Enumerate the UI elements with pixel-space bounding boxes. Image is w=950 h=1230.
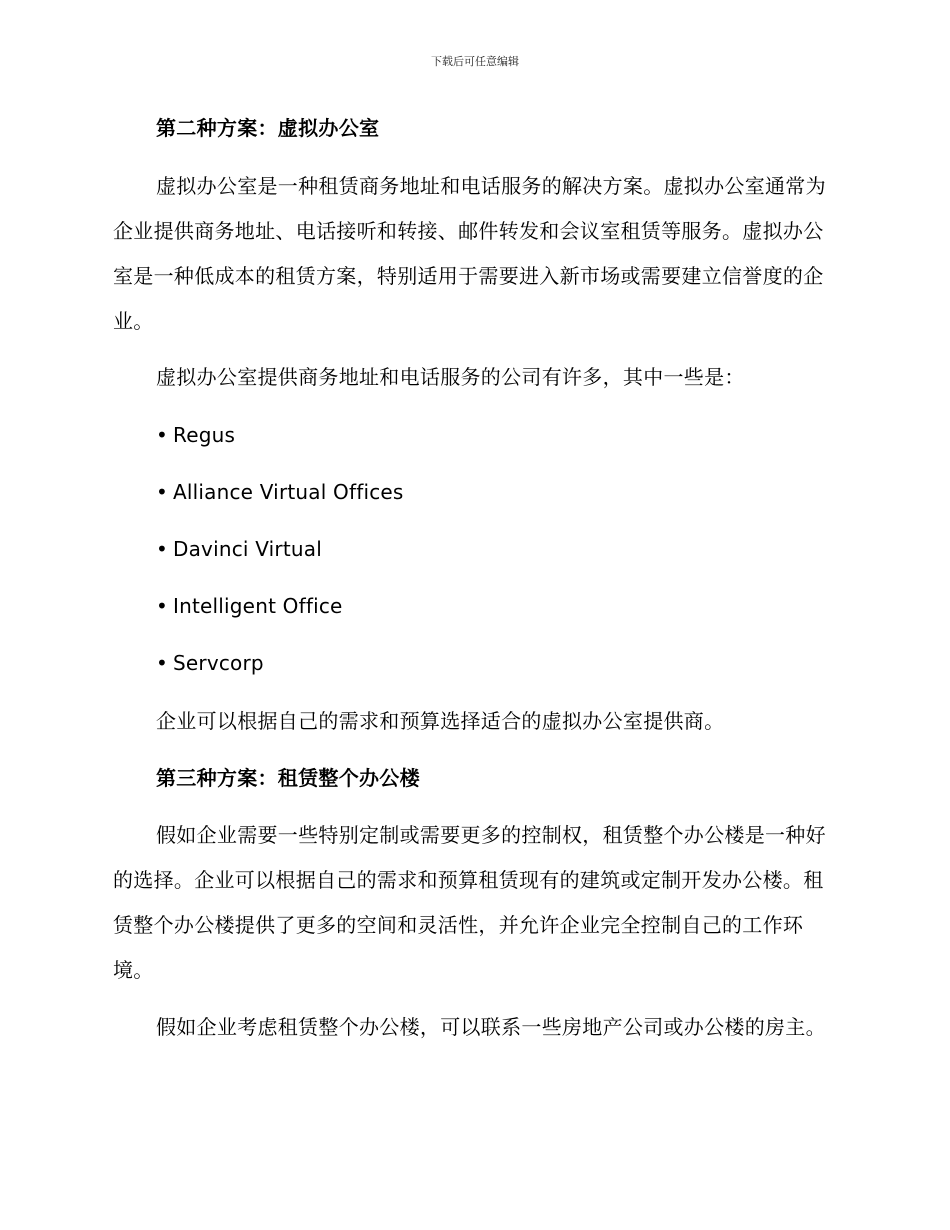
paragraph-whole-building: 假如企业需要一些特别定制或需要更多的控制权，租赁整个办公楼是一种好的选择。企业可以根据自己的需求和预算租赁现有的建筑或定制开发办公楼。租赁整个办公楼提供了更多的空间和灵活性，并允许企业完全控制自己的工作环境。 [113, 823, 826, 982]
paragraph-providers-intro: 虚拟办公室提供商务地址和电话服务的公司有许多，其中一些是： [156, 365, 745, 389]
header-note: 下载后可任意编辑 [431, 55, 519, 68]
bullet-icon: • [156, 423, 168, 447]
provider-list-item [156, 648, 264, 678]
bullet-icon: • [156, 651, 168, 675]
provider-name: Regus [173, 423, 236, 447]
provider-name: Servcorp [173, 651, 264, 675]
provider-name: Alliance Virtual Offices [173, 480, 404, 504]
paragraph-choose-provider: 企业可以根据自己的需求和预算选择适合的虚拟办公室提供商。 [156, 709, 725, 733]
paragraph-virtual-office-intro: 虚拟办公室是一种租赁商务地址和电话服务的解决方案。虚拟办公室通常为企业提供商务地址、电话接听和转接、邮件转发和会议室租赁等服务。虚拟办公室是一种低成本的租赁方案，特别适用于需要进入新市场或需要建立信誉度的企业。 [113, 174, 826, 333]
bullet-icon: • [156, 537, 168, 561]
bullet-icon: • [156, 594, 168, 618]
paragraph-contact-landlord: 假如企业考虑租赁整个办公楼，可以联系一些房地产公司或办公楼的房主。 [156, 1015, 826, 1039]
section-heading-virtual-office: 第二种方案：虚拟办公室 [156, 116, 380, 140]
provider-list-item [156, 534, 322, 564]
section-heading-whole-building: 第三种方案：租赁整个办公楼 [156, 766, 420, 790]
provider-name: Intelligent Office [173, 594, 343, 618]
bullet-icon: • [156, 480, 168, 504]
provider-name: Davinci Virtual [173, 537, 322, 561]
provider-list-item [156, 591, 343, 621]
provider-list-item [156, 420, 235, 450]
provider-list-item [156, 477, 404, 507]
